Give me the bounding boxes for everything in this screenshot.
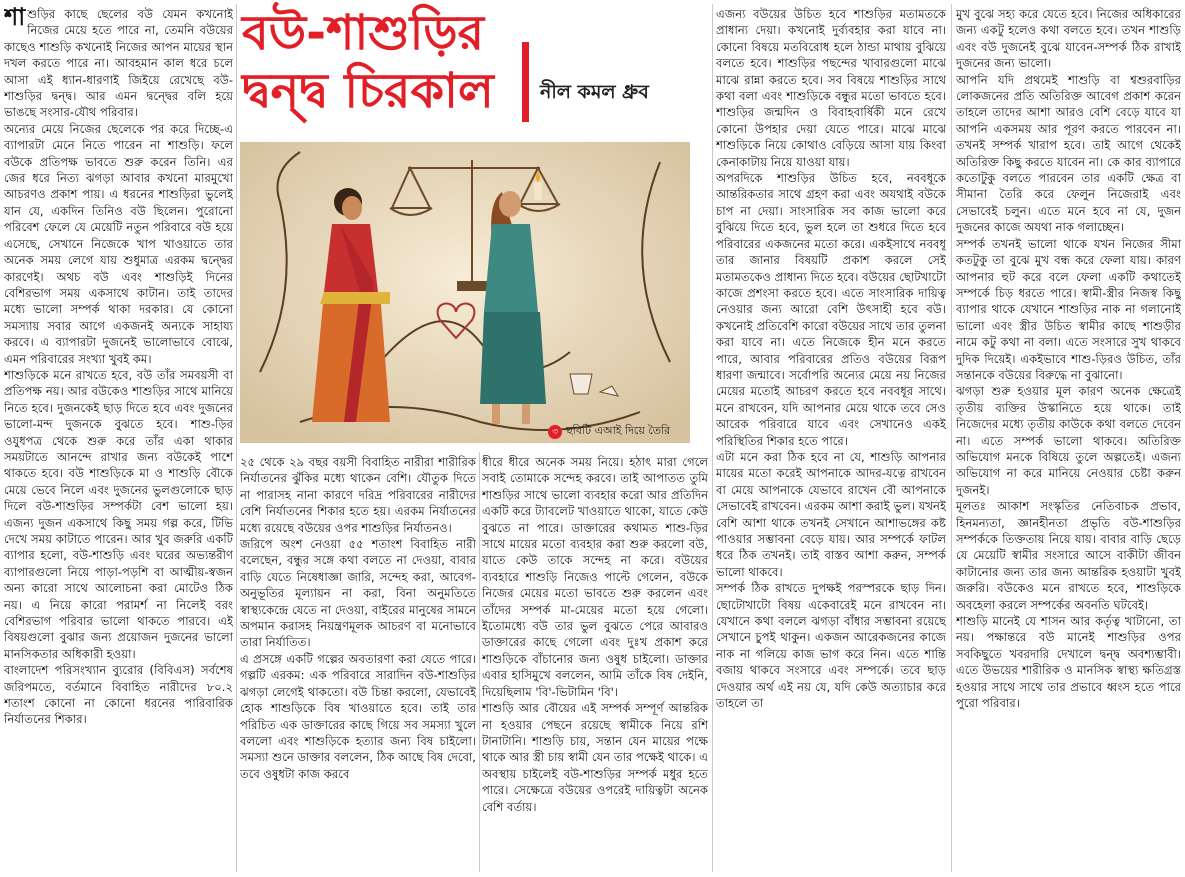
article-column-3 [482, 454, 708, 872]
article-paragraph: মূলতঃ আকাশ সংস্কৃতির নেতিবাচক প্রভাব, হিনমন্যতা, জ্ঞানহীনতা প্রভৃতি বউ-শাশুড়ির সম্পর্ককে তিক্ততায় নিয়ে যায়। বাবার বাড়ি ছেড়ে যে মেয়েটি স্বামীর সংসারে আসে বাকীটা জীবন কাটানোর জন্য তার জন্য আন্তরিক হওয়াটা খুবই জরুরি। বউকেও মনে রাখতে হবে, শাশুড়িকে অবহেলা করলে সম্পর্কের অবনতি ঘটবেই। [956, 499, 1181, 612]
column-divider [479, 452, 480, 872]
photo-caption [548, 422, 670, 441]
article-paragraph: সম্পর্ক ঠিক রাখতে দুপক্ষই পরস্পরকে ছাড় দিন। ছোটোখাটো বিষয় একেবারেই মনে রাখবেন না। যেখানে কথা বললে ঝগড়া বাঁধার সম্ভাবনা রয়েছে সেখানে চুপই থাকুন। একজন আরেকজনের কাজে নাক না গলিয়ে কাজ ভাগ করে নিন। এতে শান্তি বজায় থাকবে সংসারে এবং সম্পর্কে। তবে ছাড় দেওয়ার অর্থ এই নয় যে, যদি কেউ অত্যাচার করে তাহলে তা [716, 581, 946, 711]
article-column-2 [240, 454, 476, 872]
article-paragraph: ধীরে ধীরে অনেক সময় নিয়ে। হঠাৎ মারা গেলে সবাই তোমাকে সন্দেহ করবে। তাই আপাতত তুমি শাশুড়ির সাথে ভালো ব্যবহার করো আর প্রতিদিন একটি করে ট্যাবলেট খাওয়াতে থাকো, যাতে কেউ বুঝতে না পারে। ডাক্তারের কথামত শাশু-ড়ির সাথে মায়ের মতো ব্যবহার করা শুরু করলো বউ, যাতে কেউ তাকে সন্দেহ না করে। বউয়ের ব্যবহারে শাশুড়ি নিজেও পাল্টে গেলেন, বউকে নিজের মেয়ের মতো ভাবতে শুরু করলেন এবং তাঁদের সম্পর্ক মা-মেয়ের মতো হয়ে গেলো। ইতোমধ্যে বউ তার ভুল বুঝতে পেরে আবারও ডাক্তারের কাছে গেলো এবং দুঃখ প্রকাশ করে শাশুড়িকে বাঁচানোর জন্য ওষুধ চাইলো। ডাক্তার এবার হাসিমুখে বললেন, আমি তাঁকে বিষ দেইনি, দিয়েছিলাম 'বি'-ভিটামিন 'বি'। [482, 455, 708, 699]
headline-line-2: দ্বন্দ্ব চিরকাল [242, 63, 494, 119]
column-divider [712, 4, 713, 872]
article-paragraph: মুখ বুঝে সহ্য করে যেতে হবে। নিজের অধিকারের জন্য একটু হলেও কথা বলতে হবে। তখন শাশুড়ি এবং বউ দুজনেই বুঝে যাবেন-সম্পর্ক ঠিক রাখাই দুজনের জন্য ভালো। [956, 7, 1181, 71]
article-paragraph: অপরদিকে শাশুড়ির উচিত হবে, নববধূকে আন্তরিকতার সাথে গ্রহণ করা এবং অযথাই বউকে চাপ না দেয়া। সাংসারিক সব কাজ ভালো করে বুঝিয়ে দিতে হবে, ভুল হলে তা শুধরে দিতে হবে পরিবারের একজনের মতো করে। একইসাথে নববধূ তার জানার বিষয়টি প্রকাশ করলে সেই মতামতকেও প্রাধান্য দিতে হবে। বউয়ের ছোটখাটো কাজে প্রশংসা করতে হবে। এতে সাংসারিক দায়িত্ব নেওয়ার জন্য আরো বেশি উৎসাহী হবে বউ। কখনোই প্রতিবেশি কারো বউয়ের সাথে তার তুলনা করা যাবে না। এতে নিজেকে হীন মনে করতে পারে, আবার পরিবারের প্রতিও বউয়ের বিরূপ ধারণা জন্মাবে। সর্বোপরি অন্যের মেয়ে নয় নিজের মেয়ের মতোই আচরণ করতে হবে নববধূর সাথে। মনে রাখবেন, যদি আপনার মেয়ে থাকে তবে সেও আরেক পরিবারে যাবে এবং সেখানেও একই পরিস্থিতির শিকার হতে পারে। [716, 171, 946, 448]
article-paragraph: শাশুড়ির কাছে ছেলের বউ যেমন কখনোই নিজের মেয়ে হতে পারে না, তেমনি বউয়ের কাছেও শাশুড়ি কখনোই নিজের আপন মায়ের স্থান দখল করতে পারে না। আবহমান কাল ধরে চলে আসা এই ধ্যান-ধারণাই জিইয়ে রেখেছে বউ-শাশুড়ির দ্বন্দ্ব। আর এমন দ্বন্দ্বের বলি হয়ে ভাঙছে সংসার-যৌথ পরিবার। [4, 6, 233, 120]
headline-accent-bar [522, 42, 529, 122]
article-paragraph: জরিপে অংশ নেওয়া ৫৫ শতাংশ বিবাহিত নারী বলেছেন, বন্ধুর সঙ্গে কথা বলতে না দেওয়া, বাবার বাড়ি যেতে নিষেধাজ্ঞা জারি, সন্দেহ করা, আবেগ-অনুভূতির মূল্যায়ন না করা, বিনা অনুমতিতে স্বাস্থ্যকেন্দ্রে যেতে না দেওয়া, বাইরের মানুষের সামনে অপমান করাসহ নিয়ন্ত্রণমূলক আচরণ বা মনোভাবে তারা নির্যাতিত। [240, 537, 476, 650]
candle-icon [534, 182, 542, 200]
column-divider [236, 4, 237, 872]
article-paragraph: শাশুড়ি মানেই যে শাসন আর কর্তৃত্ব খাটানো, তা নয়। পক্ষান্তরে বউ মানেই শাশুড়ির ওপর সবকিছুতে খবরদারি দেখালে দ্বন্দ্ব অবশ্যম্ভাবী। এতে উভয়ের শারীরিক ও মানসিক স্বাস্থ্য ক্ষতিগ্রস্ত হওয়ার সাথে সাথে তার প্রভাবে ধ্বংস হতে পারে পুরো পরিবার। [956, 614, 1181, 711]
article-column-4 [716, 6, 946, 872]
article-paragraph: অন্যের মেয়ে নিজের ছেলেকে পর করে দিচ্ছে-এ ব্যাপারটা মেনে নিতে পারেন না শাশুড়ি। ফলে বউকে প্রতিপক্ষ ভাবতে শুরু করেন তিনি। এর জের ধরে নিত্য ঝগড়া আবার কখনো মারমুখো আচরণও প্রকাশ পায়। এ ধরনের শাশুড়িরা ভুলেই যান যে, একদিন তিনিও বউ ছিলেন। পুরোনো পরিবেশ ফেলে যে মেয়েটি নতুন পরিবারে বউ হয়ে এসেছে, সেখানে নিজেকে খাপ খাওয়াতে তার অনেক সময় লেগে যায় শুধুমাত্র এরকম দ্বন্দ্বের কারণেই। অথচ বউ এবং শাশুড়িই দিনের বেশিরভাগ সময় একসাথে কাটান। তাই তাদের মধ্যে ভালো সম্পর্ক থাকা দরকার। যে কোনো সমস্যায় সবার আগে একজনই অন্যকে সাহায্য করবে। এ ব্যাপারটা দুজনেই ভালোভাবে বোঝে, এমন পরিবারের সংখ্যা খুবই কম। [4, 121, 233, 366]
headline [242, 4, 522, 124]
caption-badge: ৩ [548, 425, 562, 439]
article-column-5 [956, 6, 1181, 872]
article-paragraph: এ প্রসঙ্গে একটি গল্পের অবতারণা করা যেতে পারে। গল্পটি এরকম: এক পরিবারে সারাদিন বউ-শাশুড়ির ঝগড়া লেগেই থাকতো। বউ চিন্তা করলো, যেভাবেই হোক শাশুড়িকে বিষ খাওয়াতে হবে। তাই তার পরিচিত এক ডাক্তারের কাছে গিয়ে সব সমস্যা খুলে বললো এবং শাশুড়িকে হত্যার জন্য বিষ চাইলো। সমস্যা শুনে ডাক্তার বললেন, ঠিক আছে বিষ দেবো, তবে ওষুধটা কাজ করবে [240, 651, 476, 781]
column-divider [951, 4, 952, 872]
article-paragraph: ২৫ থেকে ২৯ বছর বয়সী বিবাহিত নারীরা শারীরিক নির্যাতনের ঝুঁকির মধ্যে থাকেন বেশি। যৌতুক দিতে না পারাসহ নানা কারণে দরিদ্র পরিবারের নারীদের বেশি নির্যাতনের শিকার হতে হয়। এরকম নির্যাতনের মধ্যে রয়েছে বউয়ের ওপর শাশুড়ির নির্যাতনও। [240, 455, 476, 535]
caption-text: ছবিটি এআই দিয়ে তৈরি [566, 424, 671, 437]
author-byline: নীল কমল ধ্রুব [540, 81, 649, 103]
article-paragraph: আপনি যদি প্রথমেই শাশুড়ি বা শ্বশুরবাড়ির লোকজনের প্রতি অতিরিক্ত আবেগ প্রকাশ করেন তাহলে তাদের আশা আরও বেশি বেড়ে যাবে যা আপনি একসময় আর পূরণ করতে পারবেন না। তখনই সম্পর্ক খারাপ হবে। তাই আগে থেকেই অতিরিক্ত কিছু করতে যাবেন না। কে কার ব্যাপারে কতোটুকু বলতে পারবেন তার একটি ক্ষেত্র বা সীমানা তৈরি করে ফেলুন নিজেরাই এবং সেভাবেই চলুন। এতে মনে হবে না যে, দুজন দুজনের কাজে অযথা নাক গলাচ্ছেন। [956, 72, 1181, 235]
article-illustration [240, 142, 690, 443]
article-paragraph: এটা মনে করা ঠিক হবে না যে, শাশুড়ি আপনার মায়ের মতো করেই আপনাকে আদর-যত্নে রাখবেন বা মেয়ে আপনাকে যেভাবে রাখেন বৌ আপনাকে সেভাবেই রাখবেন। এরকম আশা করাই ভুল। যখনই বেশি আশা থাকে তখনই সেখানে আশাভঙ্গের কষ্ট পাওয়ার সম্ভাবনা বেড়ে যায়। আর সম্পর্কে ফাটল ধরে ঠিক তখনই। তাই বাস্তব আশা করুন, সম্পর্ক ভালো থাকবে। [716, 449, 946, 579]
article-column-1 [4, 6, 233, 872]
drop-cap: শা [4, 6, 26, 31]
article-paragraph: শাশুড়িকে মনে রাখতে হবে, বউ তাঁর সমবয়সী বা প্রতিপক্ষ নয়। আর বউকেও শাশুড়ির সাথে মানিয়ে নিতে হবে। দুজনকেই ছাড় দিতে হবে এবং দুজনের ভালো-মন্দ দুজনকে বুঝতে হবে। শাশু-ড়ির ওযুধপত্র থেকে শুরু করে তাঁর একা থাকার সময়টাতে আনন্দে রাখার জন্য বউকেই পাশে থাকতে হবে। বউ শাশুড়িকে মা ও শাশুড়ি বৌকে মেয়ে ভেবে নিলে এবং দুজনের ভুলগুলোকে ছাড় দিলে বউ-শাশুড়ির সম্পর্কটা বেশ ভালো হয়। এজন্য দুজন একসাথে কিছু সময় গল্প করে, টিভি দেখে সময় কাটাতে পারেন। আর খুব জরুরি একটি ব্যাপার হলো, বউ-শাশুড়ি এবং ঘরের অভ্যন্তরীণ ব্যাপারগুলো নিয়ে পাড়া-পড়শি বা আত্মীয়-স্বজন অন্য কারো সাথে আলোচনা করা মোটেও ঠিক নয়। এ নিয়ে কারো পরামর্শ না নিলেই বরং বেশিরভাগ পরিবার ভালো থাকতে পারবে। এই বিষয়গুলো বুঝার জন্য প্রয়োজন দুজনের ভালো মানসিকতার অধিকারী হওয়া। [4, 367, 233, 661]
headline-line-1: বউ-শাশুড়ির [242, 5, 485, 61]
article-paragraph: শাশুড়ি আর বৌয়ের এই সম্পর্ক সম্পূর্ণ আন্তরিক না হওয়ার পেছনে রয়েছে স্বামীকে নিয়ে রশি টানাটানি। শাশুড়ি চায়, সন্তান যেন মায়ের পক্ষে থাকে আর স্ত্রী চায় স্বামী যেন তার পক্ষেই থাকে। এ অবস্থায় চাইলেই বউ-শাশুড়ির সম্পর্ক মধুর হতে পারে। সেক্ষেত্রে বউয়ের ওপরেই দায়িত্বটা অনেক বেশি বর্তায়। [482, 701, 708, 814]
article-paragraph: এজন্য বউয়ের উচিত হবে শাশুড়ির মতামতকে প্রাধান্য দেয়া। কখনোই দুর্ব্যবহার করা যাবে না। কোনো বিষয়ে মতবিরোধ হলে ঠান্ডা মাথায় বুঝিয়ে বলতে হবে। শাশুড়ির পছন্দের খাবারগুলো মাঝে মাঝে রান্না করতে হবে। সব বিষয়ে শাশুড়ির সাথে কথা বলা এবং শাশুড়িকে বন্ধুর মতো ভাবতে হবে। শাশুড়ির জন্মদিন ও বিবাহবার্ষিকী মনে রেখে কোনো উপহার দেয়া যেতে পারে। মাঝে মাঝে শাশুড়িকে নিয়ে কোথাও বেড়িয়ে আসা যায় কিংবা কেনাকাটায় নিয়ে যাওয়া যায়। [716, 7, 946, 169]
article-paragraph: সম্পর্ক তখনই ভালো থাকে যখন নিজের সীমা কতটুকু তা বুঝে মুখ বন্ধ করে ফেলা যায়। কারণ আপনার হুট করে বলে ফেলা একটি কথাতেই সম্পর্কে চিড় ধরতে পারে। স্বামী-স্ত্রীর নিজস্ব কিছু ব্যাপার থাকে যেখানে শাশুড়ির নাক না গলানোই ভালো এবং স্ত্রীর উচিত স্বামীর কাছে শাশুড়ীর নামে কটু কথা না বলা। এতে সংসারে সুখ থাকবে দুদিক দিয়েই। একইভাবে শাশু-ড়িরও উচিত, তাঁর সন্তানকে বউয়ের বিরুদ্ধে না বুঝানো। [956, 236, 1181, 382]
illustration-image [240, 142, 690, 443]
article-paragraph: ঝগড়া শুরু হওয়ার মূল কারণ অনেক ক্ষেত্রেই তৃতীয় ব্যক্তির উস্কানিতে হয়ে থাকে। তাই নিজেদের মধ্যে তৃতীয় কাউকে কথা বলতে দেবেন না। এতে সম্পর্ক ভালো থাকবে। অতিরিক্ত অভিযোগ মনকে বিষিয়ে তুলে অল্পতেই। এজন্য অভিযোগ না করে মানিয়ে নেওয়ার চেষ্টা করুন দুজনই। [956, 384, 1181, 497]
article-paragraph: বাংলাদেশ পরিসংখ্যান ব্যুরোর (বিবিএস) সর্বশেষ জরিপমতে, বর্তমানে বিবাহিত নারীদের ৮০.২ শতাংশ কোনো না কোনো ধরনের পারিবারিক নির্যাতনের শিকার। [4, 663, 233, 727]
